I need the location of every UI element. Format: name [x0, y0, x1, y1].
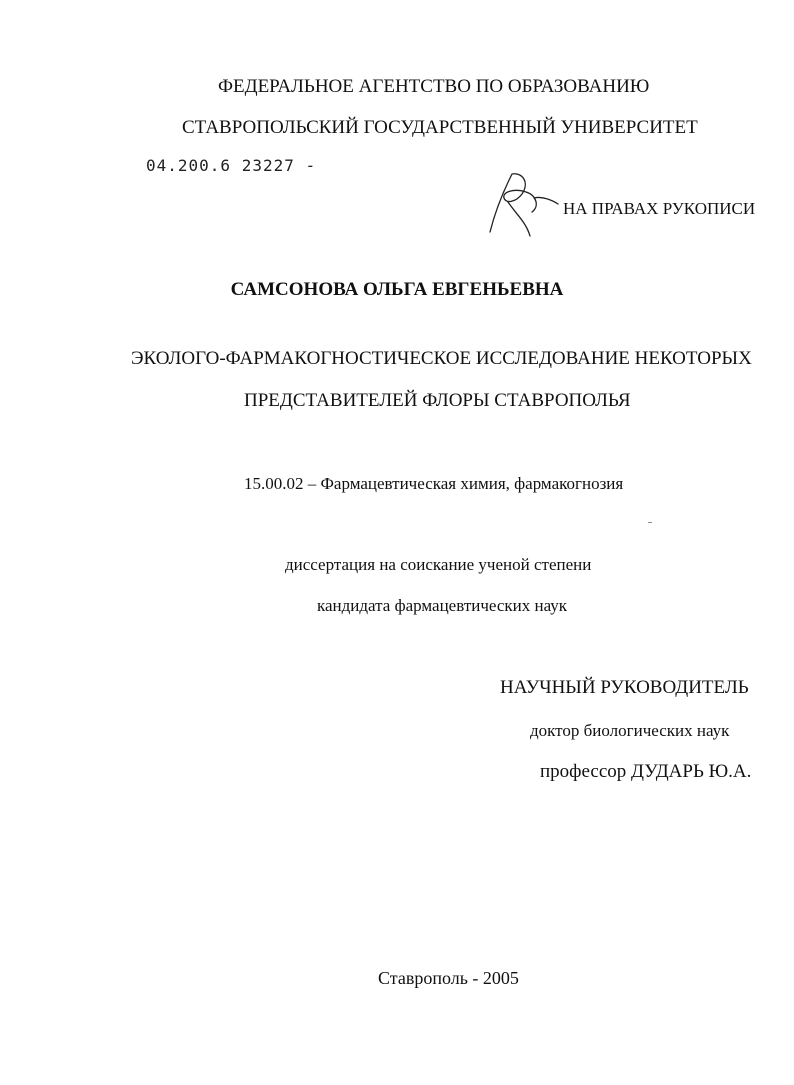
dissertation-title-line-1: ЭКОЛОГО-ФАРМАКОГНОСТИЧЕСКОЕ ИССЛЕДОВАНИЕ НЕКОТОРЫХ [131, 348, 752, 369]
advisor-title: доктор биологических наук [530, 721, 730, 740]
dissertation-title-line-2: ПРЕДСТАВИТЕЛЕЙ ФЛОРЫ СТАВРОПОЛЬЯ [244, 390, 631, 411]
specialty-code: 15.00.02 – Фармацевтическая химия, фармакогнозия [244, 474, 624, 493]
archive-stamp: 04.200.6 23227 - [146, 156, 317, 175]
degree-line-2: кандидата фармацевтических наук [317, 596, 568, 615]
signature-icon [482, 162, 562, 242]
university-name: СТАВРОПОЛЬСКИЙ ГОСУДАРСТВЕННЫЙ УНИВЕРСИТЕТ [182, 117, 698, 138]
advisor-heading: НАУЧНЫЙ РУКОВОДИТЕЛЬ [500, 677, 749, 698]
author-name: САМСОНОВА ОЛЬГА ЕВГЕНЬЕВНА [230, 279, 564, 300]
city-year: Ставрополь - 2005 [378, 968, 519, 988]
manuscript-rights-label: НА ПРАВАХ РУКОПИСИ [563, 199, 756, 218]
advisor-name: профессор ДУДАРЬ Ю.А. [540, 761, 752, 782]
agency-name: ФЕДЕРАЛЬНОЕ АГЕНТСТВО ПО ОБРАЗОВАНИЮ [218, 76, 650, 97]
degree-line-1: диссертация на соискание ученой степени [285, 555, 592, 574]
scan-artifact [648, 522, 652, 523]
